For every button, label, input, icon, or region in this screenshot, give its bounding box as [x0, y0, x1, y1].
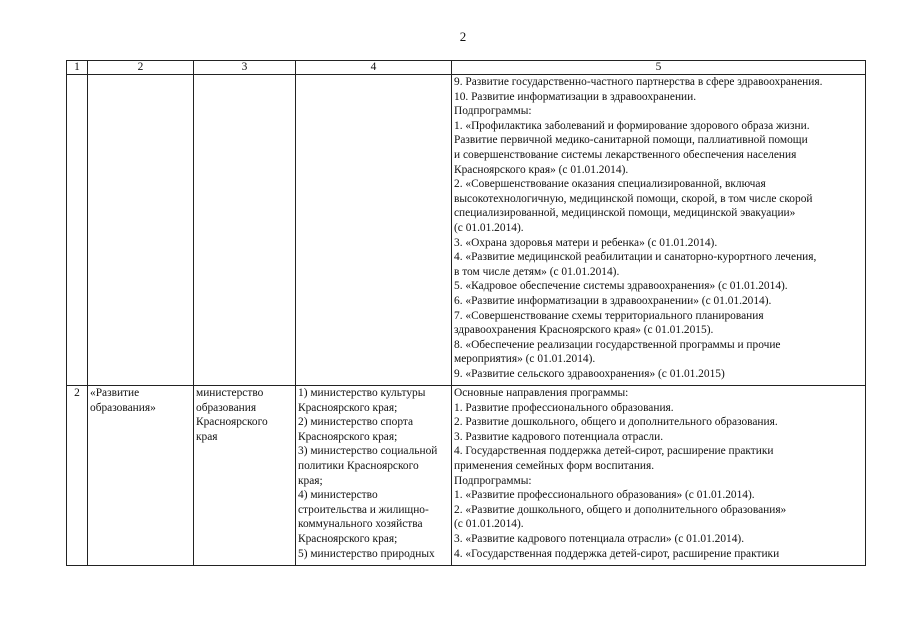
cell-text-line: 2. Развитие дошкольного, общего и дополнительного образования. — [454, 416, 778, 429]
cell-text-line: 1) министерство культуры — [298, 387, 426, 399]
cell-text-line: 3. Развитие кадрового потенциала отрасли. — [454, 430, 664, 443]
header-cell-4: 4 — [296, 61, 452, 75]
cell-text-line: 6. «Развитие информатизации в здравоохранении» (с 01.01.2014). — [454, 294, 772, 307]
cell-text-line: 4) министерство — [298, 489, 378, 502]
cell-text-line: 3. «Охрана здоровья матери и ребенка» (с 01.01.2014). — [454, 236, 718, 249]
cell-text-line: Красноярского края; — [298, 430, 398, 443]
co-executors-cell — [296, 386, 452, 566]
cell-text-line: в том числе детям» (с 01.01.2014). — [454, 265, 620, 278]
responsible-executor-cell — [194, 75, 296, 386]
cell-text-line: образования — [196, 401, 257, 414]
cell-text-line: края; — [298, 474, 323, 487]
cell-text-line: края — [196, 430, 218, 443]
page-number: 2 — [459, 29, 467, 44]
cell-text-line: 5. «Кадровое обеспечение системы здравоохранения» (с 01.01.2014). — [454, 280, 788, 293]
cell-text-line: Красноярского края; — [298, 532, 398, 545]
cell-text-line: мероприятия» (с 01.01.2014). — [454, 353, 596, 366]
program-directions-cell — [452, 386, 866, 566]
header-cell-3: 3 — [194, 61, 296, 75]
cell-text-line: 8. «Обеспечение реализации государственной программы и прочие — [454, 338, 781, 351]
program-name-cell — [88, 386, 194, 566]
cell-text-line: «Развитие — [90, 387, 140, 399]
cell-text-line: 10. Развитие информатизации в здравоохранении. — [454, 90, 697, 103]
cell-text-line: 2. «Развитие дошкольного, общего и дополнительного образования» — [454, 503, 787, 516]
cell-text-line: (с 01.01.2014). — [454, 518, 524, 531]
co-executors-cell — [296, 75, 452, 386]
program-name-cell — [88, 75, 194, 386]
header-cell-2: 2 — [88, 61, 194, 75]
responsible-executor-cell — [194, 386, 296, 566]
cell-text-line: 1. Развитие профессионального образования. — [454, 401, 674, 414]
cell-text-line: 1. «Профилактика заболеваний и формирование здорового образа жизни. — [454, 119, 810, 132]
row-number-cell — [67, 75, 88, 386]
cell-text-line: 4. «Развитие медицинской реабилитации и санаторно-курортного лечения, — [454, 251, 817, 264]
cell-text-line: 1. «Развитие профессионального образования» (с 01.01.2014). — [454, 489, 755, 502]
cell-text-line: 4. «Государственная поддержка детей-сирот, расширение практики — [454, 547, 780, 560]
cell-text-line: 2) министерство спорта — [298, 416, 414, 429]
cell-text-line: Красноярского края; — [298, 401, 398, 414]
cell-text-line: коммунального хозяйства — [298, 518, 423, 531]
cell-text-line: Подпрограммы: — [454, 474, 532, 487]
cell-text-line: применения семейных форм воспитания. — [454, 459, 655, 472]
cell-text-line: строительства и жилищно- — [298, 503, 429, 516]
cell-text-line: 3. «Развитие кадрового потенциала отрасли» (с 01.01.2014). — [454, 532, 745, 545]
cell-text-line: Подпрограммы: — [454, 105, 532, 118]
header-cell-5: 5 — [452, 61, 866, 75]
cell-text-line: Развитие первичной медико-санитарной помощи, паллиативной помощи — [454, 134, 808, 147]
cell-text-line: Основные направления программы: — [454, 387, 629, 399]
cell-text-line: Красноярского — [196, 416, 268, 429]
program-table — [66, 60, 866, 566]
cell-text-line: и совершенствование системы лекарственного обеспечения населения — [454, 148, 797, 161]
cell-text-line: Красноярского края» (с 01.01.2014). — [454, 163, 629, 176]
cell-text-line: 7. «Совершенствование схемы территориального планирования — [454, 309, 764, 322]
cell-text-line: 3) министерство социальной — [298, 445, 438, 458]
cell-text-line: высокотехнологичную, медицинской помощи, скорой, в том числе скорой — [454, 192, 813, 205]
cell-text-line: здравоохранения Красноярского края» (с 01.01.2015). — [454, 324, 714, 337]
cell-text-line: 2. «Совершенствование оказания специализированной, включая — [454, 178, 766, 191]
row-number-cell: 2 — [67, 386, 88, 566]
header-cell-1: 1 — [67, 61, 88, 75]
table-header-row — [67, 61, 866, 75]
program-directions-cell — [452, 75, 866, 386]
cell-text-line: 5) министерство природных — [298, 547, 435, 560]
cell-text-line: специализированной, медицинской помощи, медицинской эвакуации» — [454, 207, 796, 220]
cell-text-line: (с 01.01.2014). — [454, 221, 524, 234]
table-row — [67, 75, 866, 386]
cell-text-line: 9. Развитие государственно-частного партнерства в сфере здравоохранения. — [454, 76, 823, 88]
table-row — [67, 386, 866, 566]
cell-text-line: 4. Государственная поддержка детей-сирот, расширение практики — [454, 445, 774, 458]
cell-text-line: 9. «Развитие сельского здравоохранения» (с 01.01.2015) — [454, 367, 725, 380]
cell-text-line: министерство — [196, 387, 264, 399]
cell-text-line: образования» — [90, 401, 156, 414]
cell-text-line: политики Красноярского — [298, 459, 419, 472]
